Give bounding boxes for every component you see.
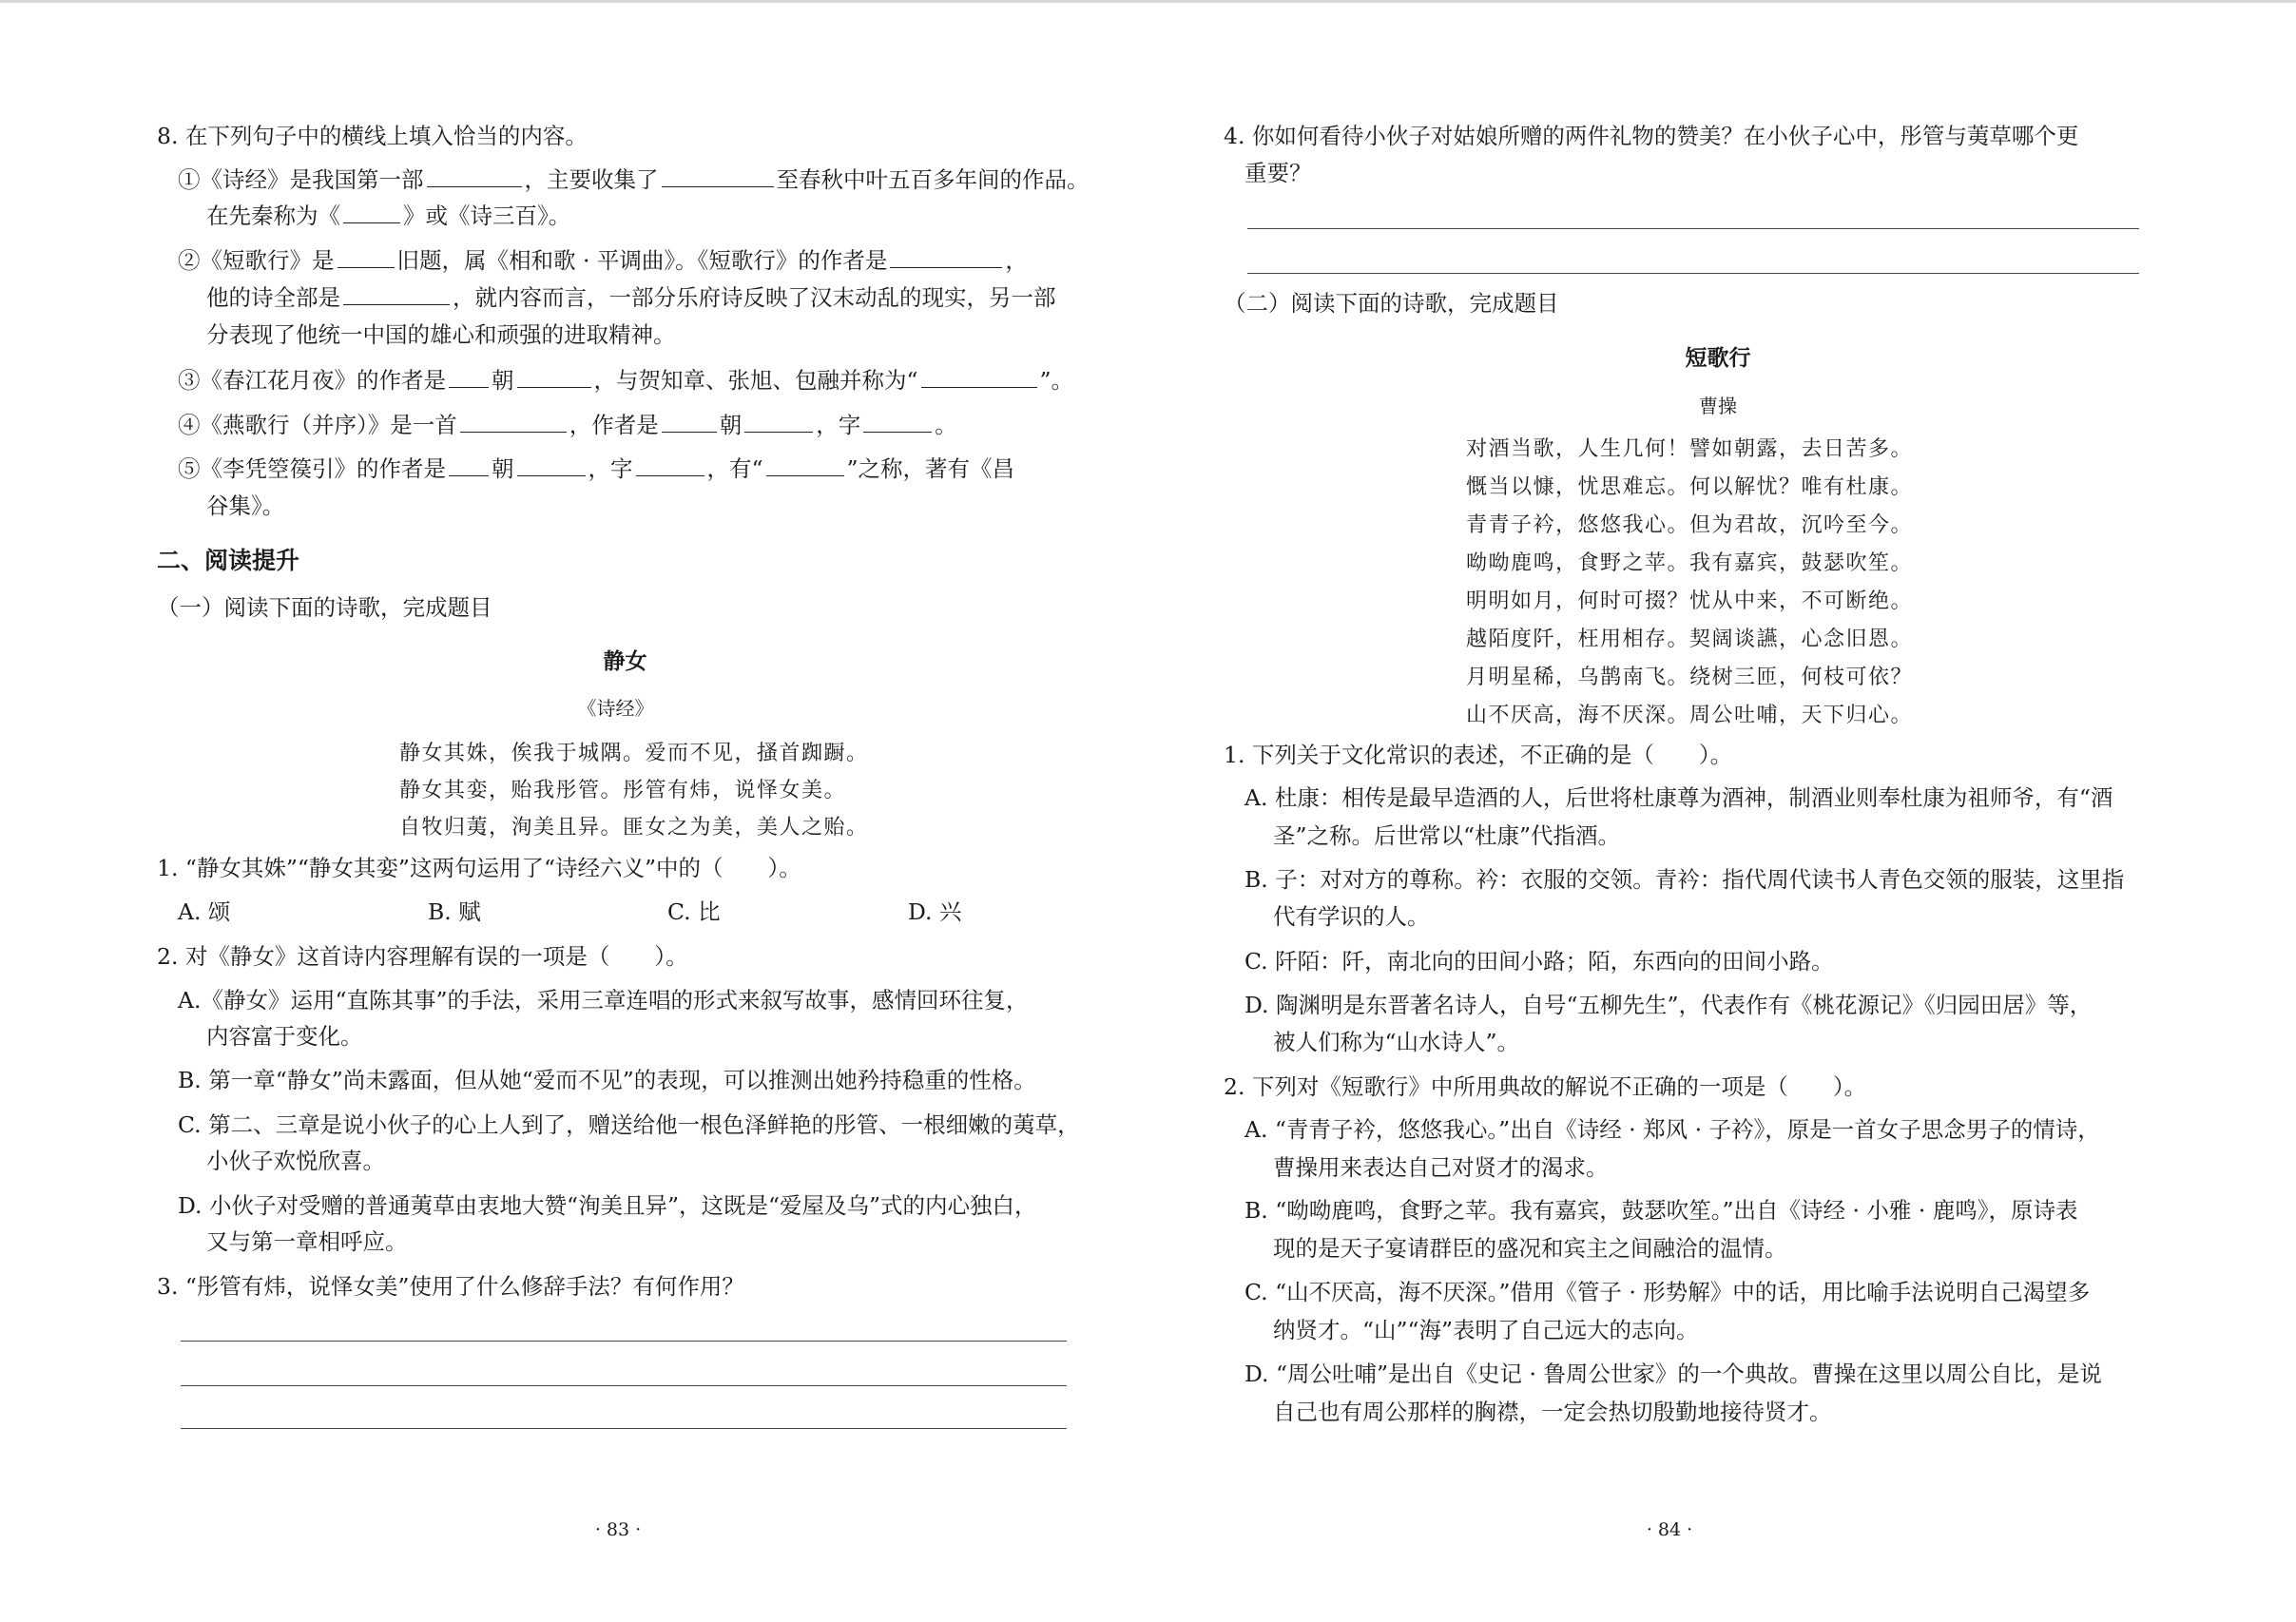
q4-stem: 4. 你如何看待小伙子对姑娘所赠的两件礼物的赞美？在小伙子心中，彤管与荑草哪个更 xyxy=(1224,123,2079,149)
poem2-line: 慨当以慷，忧思难忘。何以解忧？唯有杜康。 xyxy=(1466,475,1914,499)
poem2-line: 明明如月，何时可掇？忧从中来，不可断绝。 xyxy=(1466,589,1914,613)
q8-item4: ④《燕歌行（并序）》是一首 ，作者是 朝 ，字 。 xyxy=(178,412,957,438)
q1-option-d: D. 兴 xyxy=(908,898,962,925)
right-page xyxy=(1148,0,2296,1622)
blank xyxy=(766,454,844,476)
q2-option-c-cont: 纳贤才。“山”“海”表明了自己远大的志向。 xyxy=(1273,1317,1699,1343)
blank xyxy=(343,202,400,223)
poem2-line: 青青子衿，悠悠我心。但为君故，沉吟至今。 xyxy=(1466,513,1914,537)
answer-line[interactable] xyxy=(181,1385,1067,1386)
blank xyxy=(662,411,717,433)
answer-line[interactable] xyxy=(1247,228,2139,229)
q2-option-a-cont: 曹操用来表达自己对贤才的渴求。 xyxy=(1273,1154,1609,1181)
q1-stem: 1. “静女其姝”“静女其娈”这两句运用了“诗经六义”中的（ ）。 xyxy=(157,855,801,881)
poem2-line: 月明星稀，乌鹊南飞。绕树三匝，何枝可依？ xyxy=(1466,666,1914,689)
q2-option-d-cont: 自己也有周公那样的胸襟，一定会热切殷勤地接待贤才。 xyxy=(1273,1399,1832,1425)
q1-option-c: C. 比 xyxy=(667,898,721,925)
part1-instruction: （一）阅读下面的诗歌，完成题目 xyxy=(157,594,492,621)
q1-option-b: B. 赋 xyxy=(428,898,481,925)
answer-line[interactable] xyxy=(1247,273,2139,274)
poem2-author: 曹操 xyxy=(1699,395,1737,417)
poem1-line: 静女其娈，贻我彤管。彤管有炜，说怿女美。 xyxy=(399,779,847,802)
blank xyxy=(744,411,813,433)
blank xyxy=(921,366,1037,388)
poem1-line: 静女其姝，俟我于城隅。爱而不见，搔首踟蹰。 xyxy=(399,742,869,765)
q8-item2-line3: 分表现了他统一中国的雄心和顽强的进取精神。 xyxy=(206,321,676,348)
poem2-line: 越陌度阡，枉用相存。契阔谈讌，心念旧恩。 xyxy=(1466,628,1914,651)
q3-stem: 3. “彤管有炜，说怿女美”使用了什么修辞手法？有何作用？ xyxy=(157,1273,744,1300)
answer-line[interactable] xyxy=(181,1341,1067,1342)
blank xyxy=(343,283,450,305)
q1-option-c: C. 阡陌：阡，南北向的田间小路；陌，东西向的田间小路。 xyxy=(1244,948,1834,975)
q2-option-a-cont: 内容富于变化。 xyxy=(206,1023,363,1050)
blank xyxy=(338,246,395,268)
q8-item5-line1: ⑤《李凭箜篌引》的作者是 朝 ，字 ，有“ ”之称，著有《昌 xyxy=(178,455,1015,482)
q2-option-d: D. “周公吐哺”是出自《史记 · 鲁周公世家》的一个典故。曹操在这里以周公自比，是说 xyxy=(1244,1361,2102,1387)
q1-stem: 1. 下列关于文化常识的表述，不正确的是（ ）。 xyxy=(1224,742,1733,768)
blank xyxy=(449,454,489,476)
blank xyxy=(449,366,489,388)
poem1-source: 《诗经》 xyxy=(577,697,654,720)
poem1-line: 自牧归荑，洵美且异。匪女之为美，美人之贻。 xyxy=(399,816,869,840)
q8-item5-line2: 谷集》。 xyxy=(206,492,285,519)
poem2-line: 呦呦鹿鸣，食野之苹。我有嘉宾，鼓瑟吹笙。 xyxy=(1466,551,1914,575)
q8-item2-line1: ②《短歌行》是 旧题，属《相和歌 · 平调曲》。《短歌行》的作者是 ， xyxy=(178,247,1028,274)
part2-instruction: （二）阅读下面的诗歌，完成题目 xyxy=(1224,290,1559,317)
q2-option-c: C. “山不厌高，海不厌深。”借用《管子 · 形势解》中的话，用比喻手法说明自己渴望多 xyxy=(1244,1279,2091,1305)
q1-option-d-cont: 被人们称为“山水诗人”。 xyxy=(1273,1029,1520,1055)
blank xyxy=(890,246,1002,268)
q2-option-a: A.《静女》运用“直陈其事”的手法，采用三章连唱的形式来叙写故事，感情回环往复， xyxy=(178,987,1029,1014)
q8-item1-line2: 在先秦称为《 》或《诗三百》。 xyxy=(206,203,571,229)
page-number: · 84 · xyxy=(1646,1519,1693,1540)
q2-stem: 2. 对《静女》这首诗内容理解有误的一项是（ ）。 xyxy=(157,943,688,970)
q2-stem: 2. 下列对《短歌行》中所用典故的解说不正确的一项是（ ）。 xyxy=(1224,1073,1867,1100)
q2-option-d-cont: 又与第一章相呼应。 xyxy=(206,1228,408,1255)
poem2-line: 对酒当歌，人生几何！譬如朝露，去日苦多。 xyxy=(1466,437,1914,461)
q2-option-c: C. 第二、三章是说小伙子的心上人到了，赠送给他一根色泽鲜艳的彤管、一根细嫩的荑草， xyxy=(178,1111,1080,1138)
q4-stem-cont: 重要？ xyxy=(1244,160,1312,186)
q1-option-a-cont: 圣”之称。后世常以“杜康”代指酒。 xyxy=(1273,822,1621,849)
q2-option-a: A. “青青子衿，悠悠我心。”出自《诗经 · 郑风 · 子衿》，原是一首女子思念男子的情诗， xyxy=(1244,1116,2100,1143)
blank xyxy=(863,411,932,433)
blank xyxy=(427,165,522,187)
blank xyxy=(460,411,567,433)
section-heading: 二、阅读提升 xyxy=(157,547,300,574)
q1-option-b: B. 子：对对方的尊称。衿：衣服的交领。青衿：指代周代读书人青色交领的服装，这里指 xyxy=(1244,866,2125,893)
blank xyxy=(517,366,591,388)
q8-title: 8. 在下列句子中的横线上填入恰当的内容。 xyxy=(157,123,588,149)
blank xyxy=(517,454,586,476)
blank xyxy=(662,165,774,187)
poem1-title: 静女 xyxy=(603,649,647,674)
q1-option-d: D. 陶渊明是东晋著名诗人，自号“五柳先生”，代表作有《桃花源记》《归园田居》等， xyxy=(1244,992,2093,1018)
q2-option-b: B. 第一章“静女”尚未露面，但从她“爱而不见”的表现，可以推测出她矜持稳重的性格。 xyxy=(178,1067,1036,1093)
q8-item3: ③《春江花月夜》的作者是 朝 ，与贺知章、张旭、包融并称为“ ”。 xyxy=(178,367,1074,394)
q1-option-a: A. 杜康：相传是最早造酒的人，后世将杜康尊为酒神，制酒业则奉杜康为祖师爷，有“酒 xyxy=(1244,784,2113,811)
q8-item2-line2: 他的诗全部是 ，就内容而言，一部分乐府诗反映了汉末动乱的现实，另一部 xyxy=(206,284,1056,311)
q2-option-b-cont: 现的是天子宴请群臣的盛况和宾主之间融洽的温情。 xyxy=(1273,1235,1787,1262)
q8-item1-line1: ①《诗经》是我国第一部 ，主要收集了 至春秋中叶五百多年间的作品。 xyxy=(178,166,1090,193)
q2-option-b: B. “呦呦鹿鸣，食野之苹。我有嘉宾，鼓瑟吹笙。”出自《诗经 · 小雅 · 鹿鸣》，原诗表 xyxy=(1244,1197,2078,1224)
q1-option-b-cont: 代有学识的人。 xyxy=(1273,903,1430,930)
page-number: · 83 · xyxy=(594,1519,642,1540)
poem2-line: 山不厌高，海不厌深。周公吐哺，天下归心。 xyxy=(1466,704,1914,727)
answer-line[interactable] xyxy=(181,1428,1067,1429)
blank xyxy=(636,454,704,476)
q1-option-a: A. 颂 xyxy=(178,898,231,925)
q2-option-d: D. 小伙子对受赠的普通荑草由衷地大赞“洵美且异”，这既是“爱屋及乌”式的内心独白， xyxy=(178,1192,1037,1219)
poem2-title: 短歌行 xyxy=(1685,346,1751,371)
q2-option-c-cont: 小伙子欢悦欣喜。 xyxy=(206,1148,385,1174)
